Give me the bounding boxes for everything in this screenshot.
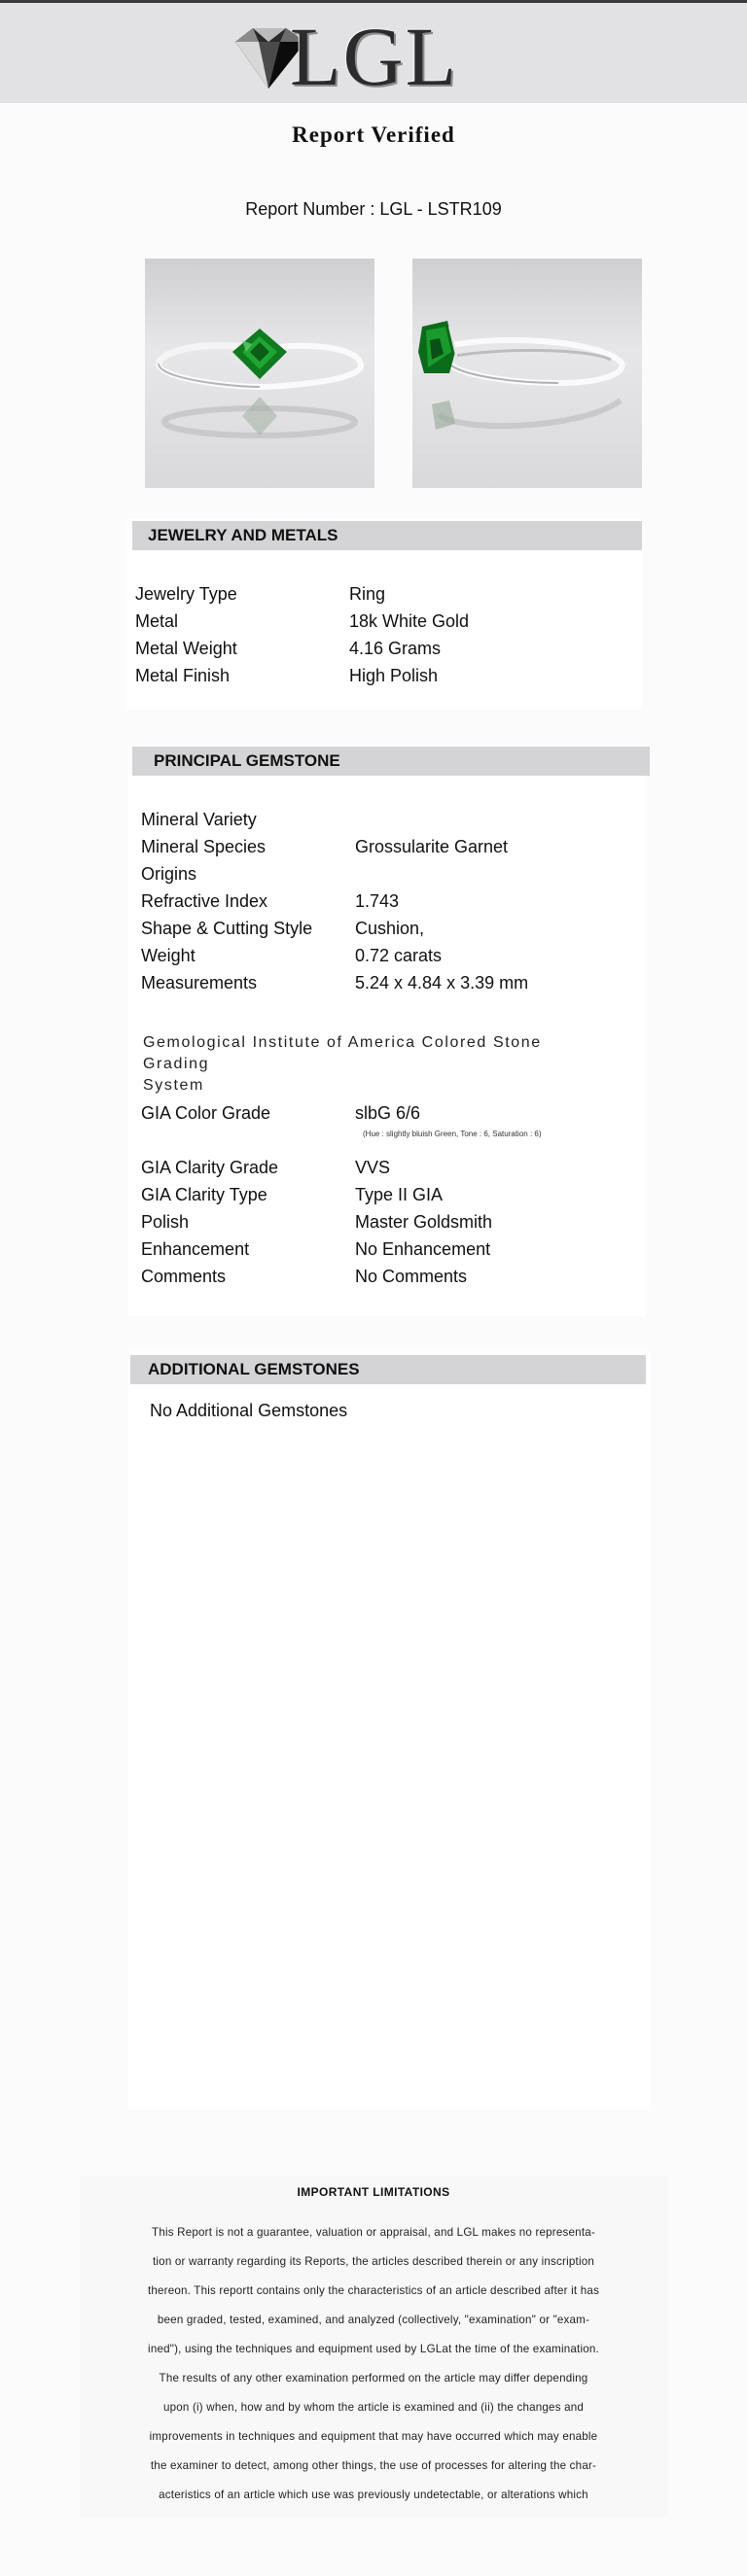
- limitations-line: acteristics of an article which use was previously undetectable, or alterations which: [159, 2489, 588, 2501]
- gem-label: Refractive Index: [141, 891, 268, 911]
- limitations-line: been graded, tested, examined, and analyzed (collectively, "examination" or "exam-: [157, 2314, 590, 2326]
- header-bar: [0, 0, 747, 103]
- jewelry-value: High Polish: [349, 666, 439, 685]
- gia-title-line: Gemological Institute of America Colored Stone Grading: [143, 1034, 542, 1072]
- grade-label: GIA Clarity Type: [141, 1185, 267, 1204]
- gem-value: 0.72 carats: [355, 946, 443, 965]
- jewelry-value: 4.16 Grams: [349, 639, 442, 658]
- additional-section-heading: ADDITIONAL GEMSTONES: [130, 1355, 646, 1384]
- grade-value: VVS: [355, 1158, 391, 1177]
- color-grade-value: slbG 6/6: [355, 1103, 421, 1123]
- gia-grading-system-title: [143, 1032, 600, 1097]
- gem-label: Mineral Species: [141, 837, 267, 856]
- grade-label: Comments: [141, 1267, 227, 1286]
- grade-label: GIA Clarity Grade: [141, 1158, 279, 1177]
- gem-value: Cushion,: [355, 919, 425, 938]
- grade-value: Master Goldsmith: [355, 1212, 493, 1232]
- limitations-line: improvements in techniques and equipment that may have occurred which may enable: [149, 2430, 598, 2443]
- gem-label: Measurements: [141, 973, 258, 992]
- limitations-line: thereon. This reportt contains only the characteristics of an article described after it has: [147, 2284, 600, 2297]
- jewelry-section-heading: JEWELRY AND METALS: [132, 521, 642, 550]
- grade-label: Polish: [141, 1212, 190, 1232]
- limitations-line: tion or warranty regarding its Reports, the articles described therein or any inscription: [152, 2255, 595, 2268]
- limitations-line: ined"), using the techniques and equipment used by LGLat the time of the examination.: [148, 2343, 599, 2355]
- gem-value: Grossularite Garnet: [355, 837, 509, 856]
- jewelry-label: Metal Weight: [135, 639, 237, 658]
- page-title: Report Verified: [292, 122, 455, 147]
- grade-value: No Enhancement: [355, 1239, 491, 1259]
- jewelry-label: Metal Finish: [135, 666, 231, 685]
- grade-value: No Comments: [355, 1267, 468, 1286]
- gem-value: 1.743: [355, 891, 400, 911]
- color-grade-note: (Hue : slightly bluish Green, Tone : 6, Saturation : 6): [363, 1130, 542, 1138]
- limitations-line: This Report is not a guarantee, valuation or appraisal, and LGL makes no representa-: [152, 2226, 595, 2239]
- jewelry-label: Metal: [135, 611, 179, 631]
- grade-label: Enhancement: [141, 1239, 250, 1259]
- ring-photo-side: [412, 259, 642, 488]
- gia-title-line: System: [143, 1077, 204, 1094]
- lgl-logo[interactable]: [230, 10, 482, 103]
- principal-section-heading: PRINCIPAL GEMSTONE: [132, 747, 650, 776]
- report-number: Report Number : LGL - LSTR109: [245, 199, 502, 219]
- jewelry-label: Jewelry Type: [135, 584, 237, 604]
- limitations-line: the examiner to detect, among other things, the use of processes for altering the char-: [150, 2459, 597, 2472]
- additional-gemstones-text: No Additional Gemstones: [150, 1401, 348, 1420]
- gem-label: Mineral Variety: [141, 810, 257, 829]
- limitations-heading: IMPORTANT LIMITATIONS: [297, 2185, 450, 2199]
- additional-panel: [128, 1351, 650, 2109]
- jewelry-value: Ring: [349, 584, 386, 604]
- limitations-line: The results of any other examination performed on the article may differ depending: [159, 2372, 588, 2385]
- gem-label: Weight: [141, 946, 196, 965]
- jewelry-value: 18k White Gold: [349, 611, 470, 631]
- grade-value: Type II GIA: [355, 1185, 444, 1204]
- ring-photo-front: [145, 259, 374, 488]
- color-grade-label: GIA Color Grade: [141, 1103, 271, 1123]
- logo-text: LGL: [290, 10, 459, 103]
- gem-label: Origins: [141, 864, 197, 884]
- gem-label: Shape & Cutting Style: [141, 919, 313, 938]
- limitations-line: upon (i) when, how and by whom the article is examined and (ii) the changes and: [162, 2401, 585, 2414]
- gem-value: 5.24 x 4.84 x 3.39 mm: [355, 973, 529, 992]
